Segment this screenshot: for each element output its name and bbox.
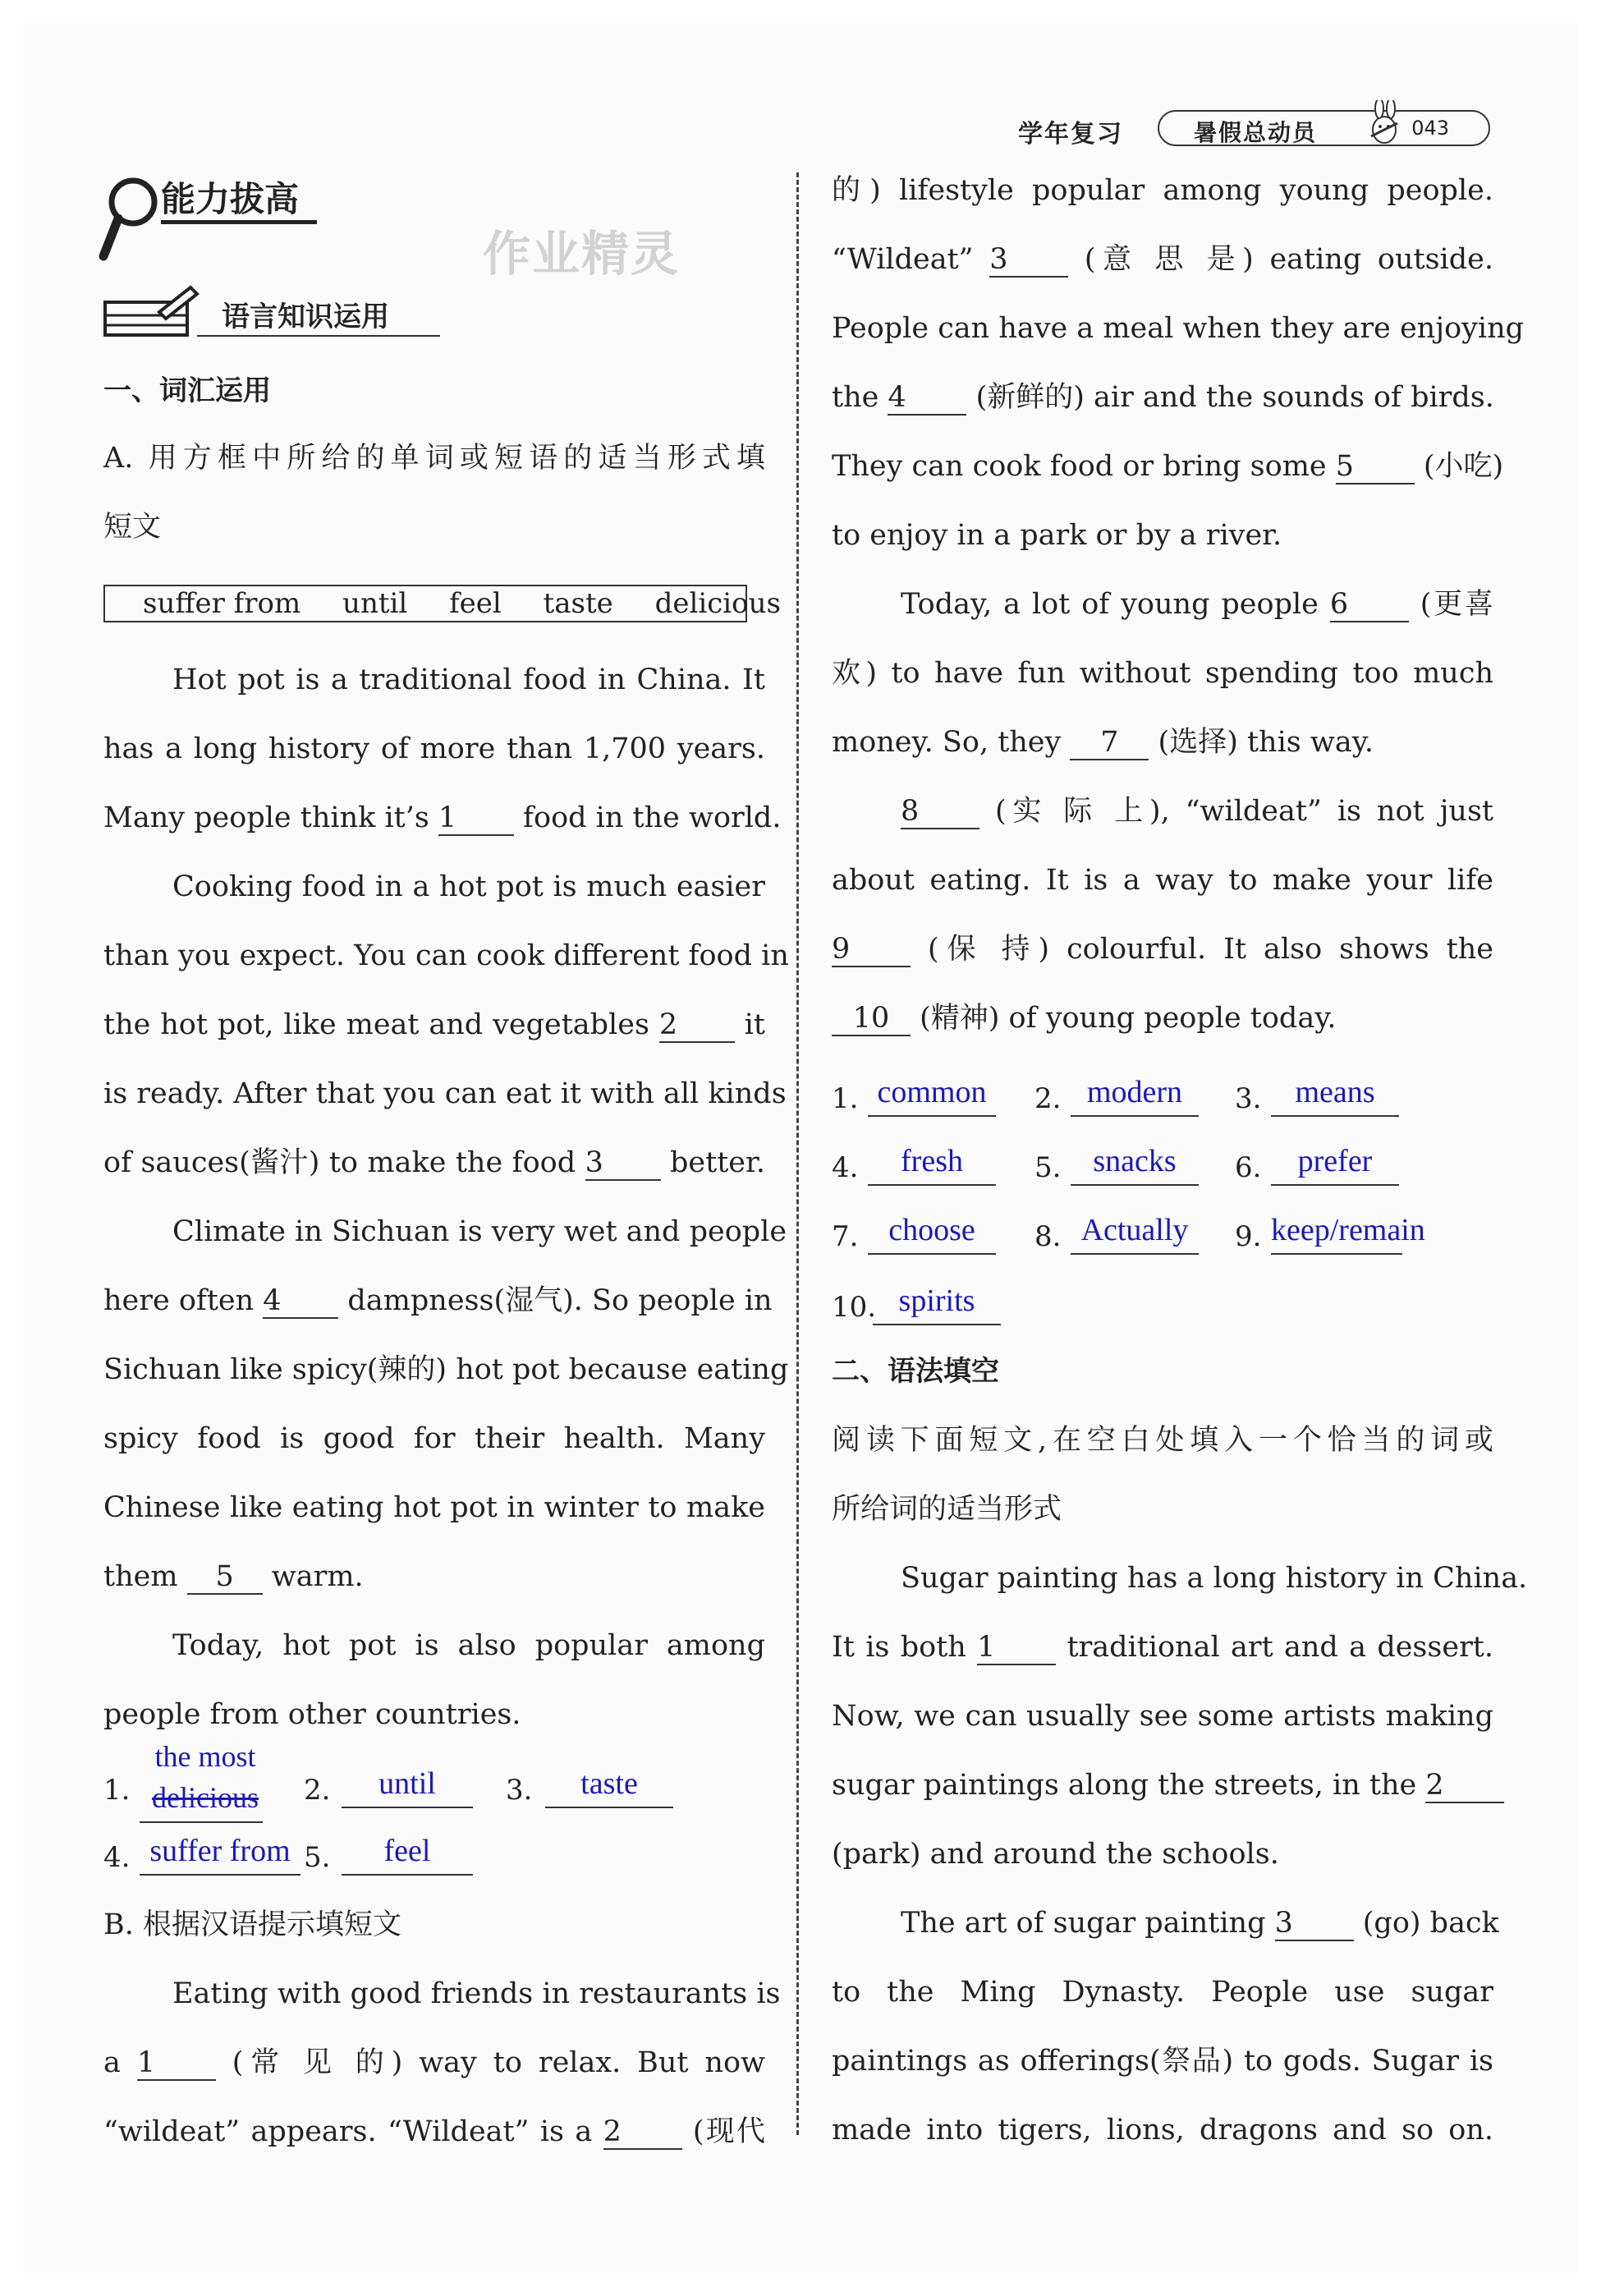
column-divider	[796, 172, 799, 2135]
subsection-underline	[197, 335, 440, 337]
answer-label: 4.	[832, 1151, 859, 1184]
answer-4: suffer from	[149, 1834, 291, 1868]
passage-line	[832, 1000, 1493, 1036]
passage-text: (精神) of young people today.	[911, 1002, 1337, 1035]
passage-line	[832, 172, 1493, 209]
passage-text: Today, hot pot is also popular among	[172, 1629, 765, 1662]
answer-label: 5.	[304, 1841, 331, 1874]
answer-underline	[140, 1821, 263, 1823]
passage-text: “wildeat” appears. “Wildeat” is a	[103, 2115, 603, 2148]
answer-underline	[545, 1807, 673, 1808]
answer-value: prefer	[1297, 1144, 1373, 1178]
passage-text: a	[103, 2046, 137, 2079]
passage-text: (保 持) colourful. It also shows the	[911, 933, 1493, 966]
answer-underline	[1271, 1184, 1399, 1186]
passage-text: People can have a meal when they are enjoying	[832, 312, 1525, 345]
passage-line	[103, 1490, 765, 1526]
passage-line	[832, 241, 1493, 278]
passage-text: Eating with good friends in restaurants is	[172, 1977, 781, 2010]
answer-label: 1.	[832, 1082, 859, 1115]
passage-text: (park) and around the schools.	[832, 1838, 1279, 1871]
passage-line	[901, 1560, 1528, 1596]
magnifier-icon	[99, 174, 164, 264]
blank-number: 2	[603, 2115, 682, 2150]
passage-text: paintings as offerings(祭品) to gods. Sugar is	[832, 2045, 1493, 2078]
answer-underline	[342, 1807, 473, 1808]
passage-text: of sauces(酱汁) to make the food	[103, 1146, 585, 1179]
passage-text: It is both	[832, 1631, 978, 1664]
answer-value: common	[877, 1075, 987, 1109]
passage-text: (意 思 是) eating outside.	[1068, 243, 1493, 276]
passage-line	[832, 1836, 1493, 1872]
answer-label: 5.	[1034, 1151, 1062, 1184]
passage-text: to enjoy in a park or by a river.	[832, 519, 1282, 552]
section-title-underline	[161, 220, 317, 224]
section-title: 能力拔高	[161, 179, 300, 219]
passage-line	[103, 2045, 765, 2081]
header-pill	[1158, 110, 1490, 146]
passage-line	[832, 2043, 1493, 2079]
blank-number: 8	[901, 795, 979, 829]
answer-value: Actually	[1080, 1213, 1189, 1247]
passage-text: (常 见 的) way to relax. But now	[215, 2046, 765, 2079]
answer-label: 4.	[103, 1841, 131, 1874]
word-bank-item: feel	[449, 587, 502, 620]
answer-underline	[342, 1874, 473, 1876]
passage-text: is ready. After that you can eat it with all kinds	[103, 1077, 787, 1110]
passage-text: them	[103, 1560, 187, 1593]
passage-text: Sichuan like spicy(辣的) hot pot because eating	[103, 1353, 789, 1386]
answer-underline	[868, 1115, 996, 1117]
passage-text: the	[832, 381, 888, 414]
part2-instruction-line: 阅读下面短文,在空白处填入一个恰当的词或	[832, 1424, 1493, 1457]
passage-line	[103, 1283, 773, 1319]
passage-line	[832, 724, 1493, 760]
passage-line	[103, 1697, 765, 1733]
word-bank-item: delicious	[654, 587, 781, 620]
passage-text: traditional art and a dessert.	[1056, 1631, 1493, 1664]
pencil-notebook-icon	[102, 282, 200, 340]
passage-text: Climate in Sichuan is very wet and people	[172, 1215, 787, 1248]
answer-value: spirits	[898, 1283, 975, 1318]
passage-line	[832, 931, 1493, 967]
passage-line	[832, 1629, 1493, 1665]
word-bank-item: until	[342, 587, 408, 620]
answer-underline	[140, 1874, 300, 1876]
word-bank-box	[103, 585, 781, 622]
blank-number: 1	[977, 1631, 1056, 1665]
answer-label: 6.	[1235, 1151, 1262, 1184]
passage-text: 的) lifestyle popular among young people.	[832, 174, 1493, 207]
answer-5: feel	[383, 1834, 431, 1868]
answer-label: 3.	[1235, 1082, 1262, 1115]
passage-text: Chinese like eating hot pot in winter to make	[103, 1491, 765, 1524]
passage-text: it	[734, 1008, 765, 1041]
part1a-instruction-line: 短文	[103, 511, 162, 544]
passage-text: (更喜	[1408, 588, 1494, 621]
passage-text: sugar paintings along the streets, in the	[832, 1769, 1426, 1802]
subsection-title: 语言知识运用	[222, 301, 389, 333]
answer-label: 7.	[832, 1220, 859, 1253]
passage-text: spicy food is good for their health. Many	[103, 1422, 765, 1455]
answer-3: taste	[580, 1766, 638, 1801]
passage-line	[103, 1352, 789, 1388]
header-pill-title: 暑假总动员	[1194, 119, 1318, 146]
passage-text: (实 际 上), “wildeat” is not just	[979, 795, 1493, 828]
page-number: 043	[1411, 117, 1449, 140]
passage-text: than you expect. You can cook different food in	[103, 939, 789, 972]
passage-text: Many people think it’s	[103, 801, 438, 834]
answer-value: modern	[1086, 1075, 1183, 1109]
passage-line	[901, 1905, 1499, 1941]
blank-number: 6	[1330, 588, 1409, 622]
passage-line	[103, 2114, 765, 2150]
passage-line	[832, 2112, 1493, 2148]
blank-number: 3	[585, 1146, 661, 1181]
passage-line	[832, 655, 1493, 691]
answer-label: 10.	[832, 1291, 877, 1324]
blank-number: 3	[989, 243, 1068, 278]
part1-heading: 一、词汇运用	[103, 374, 271, 407]
passage-line	[832, 1767, 1493, 1803]
word-bank-item: suffer from	[143, 587, 301, 620]
passage-line	[172, 1214, 787, 1250]
blank-number: 2	[659, 1008, 735, 1043]
answer-underline	[868, 1253, 996, 1255]
passage-line	[103, 1007, 765, 1043]
passage-line	[172, 869, 765, 905]
blank-number: 7	[1070, 726, 1149, 760]
answer-value: means	[1295, 1075, 1375, 1109]
answer-label: 3.	[506, 1774, 533, 1807]
answer-value: choose	[888, 1213, 975, 1247]
answer-label: 2.	[304, 1774, 331, 1807]
passage-line	[103, 731, 765, 767]
passage-line	[832, 310, 1525, 347]
passage-text: dampness(湿气). So people in	[338, 1284, 773, 1317]
blank-number: 4	[263, 1284, 338, 1319]
passage-text: Hot pot is a traditional food in China. It	[172, 664, 765, 696]
passage-text: The art of sugar painting	[901, 1907, 1275, 1940]
passage-text: “Wildeat”	[832, 243, 990, 276]
passage-text: the hot pot, like meat and vegetables	[103, 1008, 659, 1041]
passage-text: (现代	[681, 2115, 765, 2148]
blank-number: 5	[1336, 450, 1415, 484]
passage-text: made into tigers, lions, dragons and so on.	[832, 2114, 1493, 2147]
answer-underline	[1071, 1184, 1199, 1186]
passage-text: 欢) to have fun without spending too much	[832, 657, 1493, 690]
part1b-instruction: B. 根据汉语提示填短文	[103, 1908, 401, 1941]
answer-value: keep/remain	[1271, 1213, 1425, 1247]
passage-text: Cooking food in a hot pot is much easier	[172, 870, 765, 903]
answer-label: 9.	[1235, 1220, 1262, 1253]
passage-line	[103, 800, 782, 836]
answer-value: fresh	[901, 1144, 963, 1178]
passage-text: about eating. It is a way to make your life	[832, 864, 1493, 897]
answer-underline	[1071, 1115, 1199, 1117]
part1a-instruction-line: A. 用方框中所给的单词或短语的适当形式填	[103, 442, 765, 475]
passage-text: here often	[103, 1284, 264, 1317]
passage-text: Today, a lot of young people	[901, 588, 1330, 621]
answer-label: 8.	[1034, 1220, 1062, 1253]
passage-text: warm.	[262, 1560, 364, 1593]
passage-line	[103, 938, 789, 974]
answer-label: 2.	[1034, 1082, 1062, 1115]
passage-line	[832, 1974, 1493, 2010]
passage-line	[103, 1421, 765, 1457]
answer-underline	[1271, 1253, 1402, 1255]
blank-number: 9	[832, 933, 911, 967]
passage-text: Now, we can usually see some artists making	[832, 1700, 1493, 1733]
answer-underline	[873, 1324, 1001, 1325]
passage-line	[172, 662, 765, 698]
passage-line	[172, 1976, 781, 2012]
part2-heading: 二、语法填空	[832, 1355, 999, 1388]
answer-underline	[1071, 1253, 1199, 1255]
answer-label: 1.	[103, 1774, 131, 1807]
passage-text: (go) back	[1353, 1907, 1499, 1940]
passage-line	[832, 862, 1493, 898]
blank-number: 3	[1275, 1907, 1354, 1941]
passage-text: Sugar painting has a long history in China.	[901, 1562, 1528, 1595]
passage-text: (小吃)	[1414, 450, 1504, 483]
passage-line	[901, 793, 1493, 829]
answer-value: snacks	[1093, 1144, 1177, 1178]
passage-text: (选择) this way.	[1149, 726, 1374, 759]
passage-text: to the Ming Dynasty. People use sugar	[832, 1976, 1493, 2009]
blank-number: 2	[1425, 1769, 1504, 1803]
passage-line	[832, 517, 1493, 553]
answer-2: until	[378, 1766, 436, 1801]
answer-1-correction: the most	[154, 1740, 256, 1773]
passage-line	[103, 1076, 787, 1112]
blank-number: 4	[888, 381, 966, 416]
passage-line	[901, 586, 1493, 622]
passage-line	[103, 1145, 765, 1181]
passage-text: has a long history of more than 1,700 years.	[103, 732, 765, 765]
blank-number: 1	[438, 801, 514, 836]
passage-line	[832, 379, 1493, 416]
blank-number: 5	[187, 1560, 263, 1595]
blank-number: 10	[832, 1002, 911, 1036]
passage-line	[172, 1628, 765, 1664]
watermark: 作业精灵	[483, 226, 681, 282]
passage-line	[832, 448, 1504, 484]
answer-underline	[868, 1184, 996, 1186]
passage-text: better.	[660, 1146, 765, 1179]
word-bank-item: taste	[543, 587, 613, 620]
part2-instruction-line: 所给词的适当形式	[832, 1493, 1062, 1526]
passage-text: food in the world.	[513, 801, 782, 834]
rabbit-mascot-icon	[1365, 100, 1404, 146]
answer-underline	[1271, 1115, 1399, 1117]
blank-number: 1	[137, 2046, 216, 2081]
passage-text: (新鲜的) air and the sounds of birds.	[966, 381, 1494, 414]
answer-1-struck: delicious	[152, 1781, 259, 1814]
passage-text: They can cook food or bring some	[832, 450, 1336, 483]
passage-line	[103, 1559, 765, 1595]
header-left-label: 学年复习	[1018, 120, 1123, 149]
passage-text: money. So, they	[832, 726, 1071, 759]
passage-line	[832, 1698, 1493, 1734]
passage-text: people from other countries.	[103, 1698, 521, 1731]
